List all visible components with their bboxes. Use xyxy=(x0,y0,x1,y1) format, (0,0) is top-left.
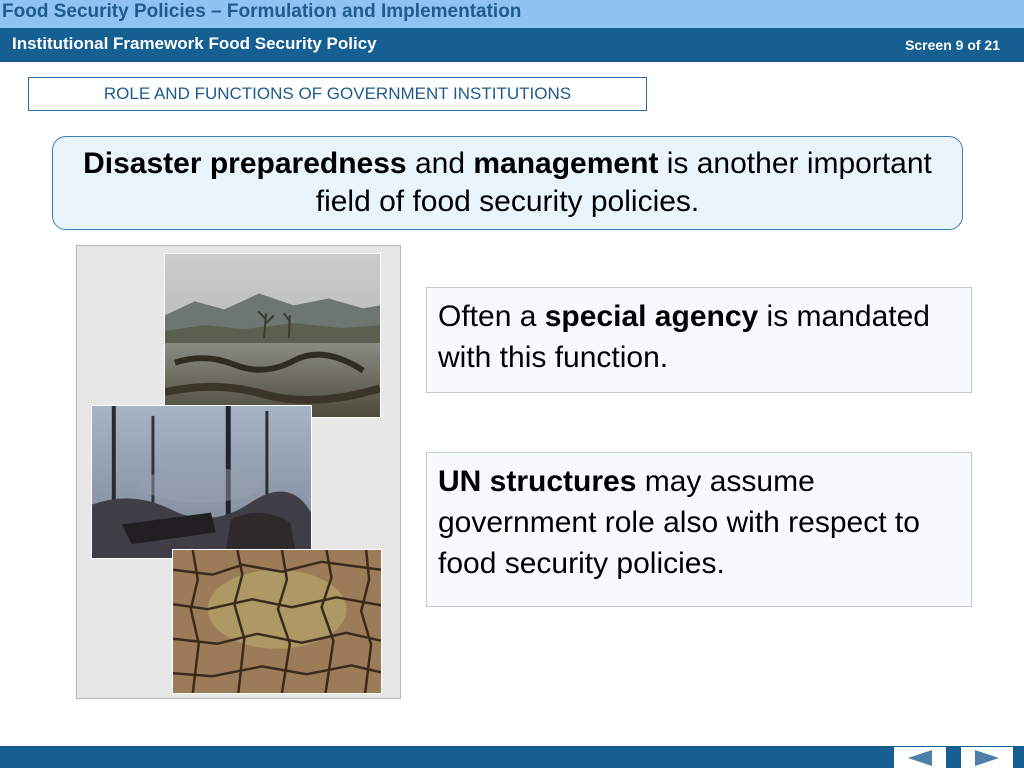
burned-forest-photo xyxy=(91,405,312,559)
triangle-left-icon xyxy=(905,749,935,767)
next-screen-button[interactable] xyxy=(961,747,1013,768)
un-structures-box xyxy=(426,452,972,607)
course-title: Food Security Policies – Formulation and Implementation xyxy=(2,1,522,22)
screen-counter: Screen 9 of 21 xyxy=(905,37,1000,53)
flood-photo xyxy=(164,253,381,418)
intro-text-and: and xyxy=(406,147,474,180)
intro-bold-management: management xyxy=(473,147,659,180)
course-title-bar xyxy=(0,0,1024,28)
un-bold: UN structures xyxy=(438,465,637,498)
previous-screen-button[interactable] xyxy=(894,747,946,768)
special-agency-box xyxy=(426,287,972,393)
section-title: ROLE AND FUNCTIONS OF GOVERNMENT INSTITUTIONS xyxy=(28,77,647,111)
un-text: may assume government role also with respect to food security policies. xyxy=(438,465,920,580)
agency-text-rest: is mandated with this function. xyxy=(438,300,930,374)
agency-bold: special agency xyxy=(544,300,759,333)
triangle-right-icon xyxy=(972,749,1002,767)
intro-bold-disaster: Disaster preparedness xyxy=(83,147,407,180)
intro-text-rest: is another important field of food security policies. xyxy=(315,147,932,218)
footer-bar xyxy=(0,746,1024,768)
module-title: Institutional Framework Food Security Policy xyxy=(12,34,377,53)
photo-collage xyxy=(76,245,401,699)
agency-text-lead: Often a xyxy=(438,300,545,333)
drought-cracked-earth-photo xyxy=(172,549,382,694)
module-title-bar xyxy=(0,28,1024,62)
intro-callout xyxy=(52,136,963,230)
